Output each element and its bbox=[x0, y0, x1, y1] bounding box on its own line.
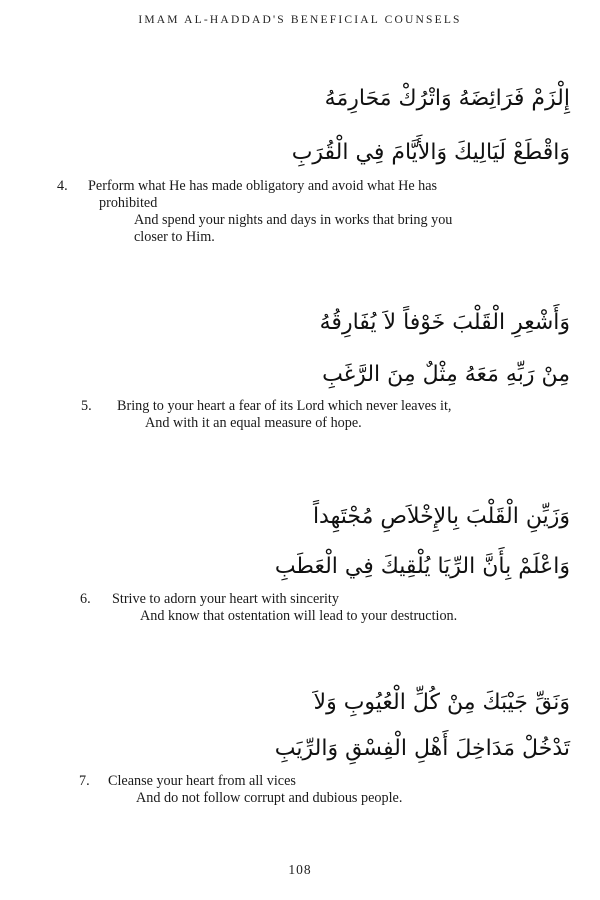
arabic-hemistich-1: وَنَقِّ جَيْبَكَ مِنْ كُلِّ الْعُيُوبِ وَلاَ bbox=[313, 690, 570, 715]
arabic-hemistich-2: وَاقْطَعْ لَيَالِيكَ وَالأَيَّامَ فِي الْقُرَبِ bbox=[291, 140, 570, 165]
translation-line: Perform what He has made obligatory and avoid what He has bbox=[88, 178, 438, 194]
verse-translation bbox=[57, 178, 558, 246]
verse-number: 6. bbox=[80, 591, 91, 607]
verse-translation bbox=[81, 398, 587, 432]
verse-number: 4. bbox=[57, 178, 68, 194]
translation-line: closer to Him. bbox=[134, 229, 215, 245]
arabic-hemistich-2: مِنْ رَبِّهِ مَعَهُ مِثْلٌ مِنَ الرَّغَبِ bbox=[322, 362, 570, 387]
translation-line: And with it an equal measure of hope. bbox=[145, 415, 362, 431]
translation-line: Bring to your heart a fear of its Lord which never leaves it, bbox=[117, 398, 452, 414]
verse-number: 7. bbox=[79, 773, 90, 789]
translation-line: And know that ostentation will lead to your destruction. bbox=[140, 608, 458, 624]
arabic-hemistich-1: وَأَشْعِرِ الْقَلْبَ خَوْفاً لاَ يُفَارِقُهُ bbox=[319, 310, 570, 335]
arabic-hemistich-2: وَاعْلَمْ بِأَنَّ الرِّيَا يُلْقِيكَ فِي الْعَطَبِ bbox=[274, 554, 570, 579]
translation-line: Cleanse your heart from all vices bbox=[108, 773, 296, 789]
page-number: 108 bbox=[288, 862, 312, 877]
arabic-hemistich-2: تَدْخُلْ مَدَاخِلَ أَهْلِ الْفِسْقِ وَالرِّيَبِ bbox=[274, 736, 570, 761]
translation-line: Strive to adorn your heart with sincerity bbox=[112, 591, 339, 607]
translation-line: prohibited bbox=[99, 195, 158, 211]
translation-line: And do not follow corrupt and dubious people. bbox=[136, 790, 403, 806]
arabic-hemistich-1: إِلْزَمْ فَرَائِضَهُ وَاتْرُكْ مَحَارِمَهُ bbox=[324, 86, 570, 111]
translation-line: And spend your nights and days in works that bring you bbox=[134, 212, 453, 228]
running-header: IMAM AL-HADDAD'S BENEFICIAL COUNSELS bbox=[138, 14, 462, 26]
verse-number: 5. bbox=[81, 398, 92, 414]
verse-translation bbox=[80, 591, 582, 625]
verse-translation bbox=[79, 773, 578, 807]
arabic-hemistich-1: وَزَيِّنِ الْقَلْبَ بِالإِخْلاَصِ مُجْتَهِداً bbox=[312, 504, 570, 529]
